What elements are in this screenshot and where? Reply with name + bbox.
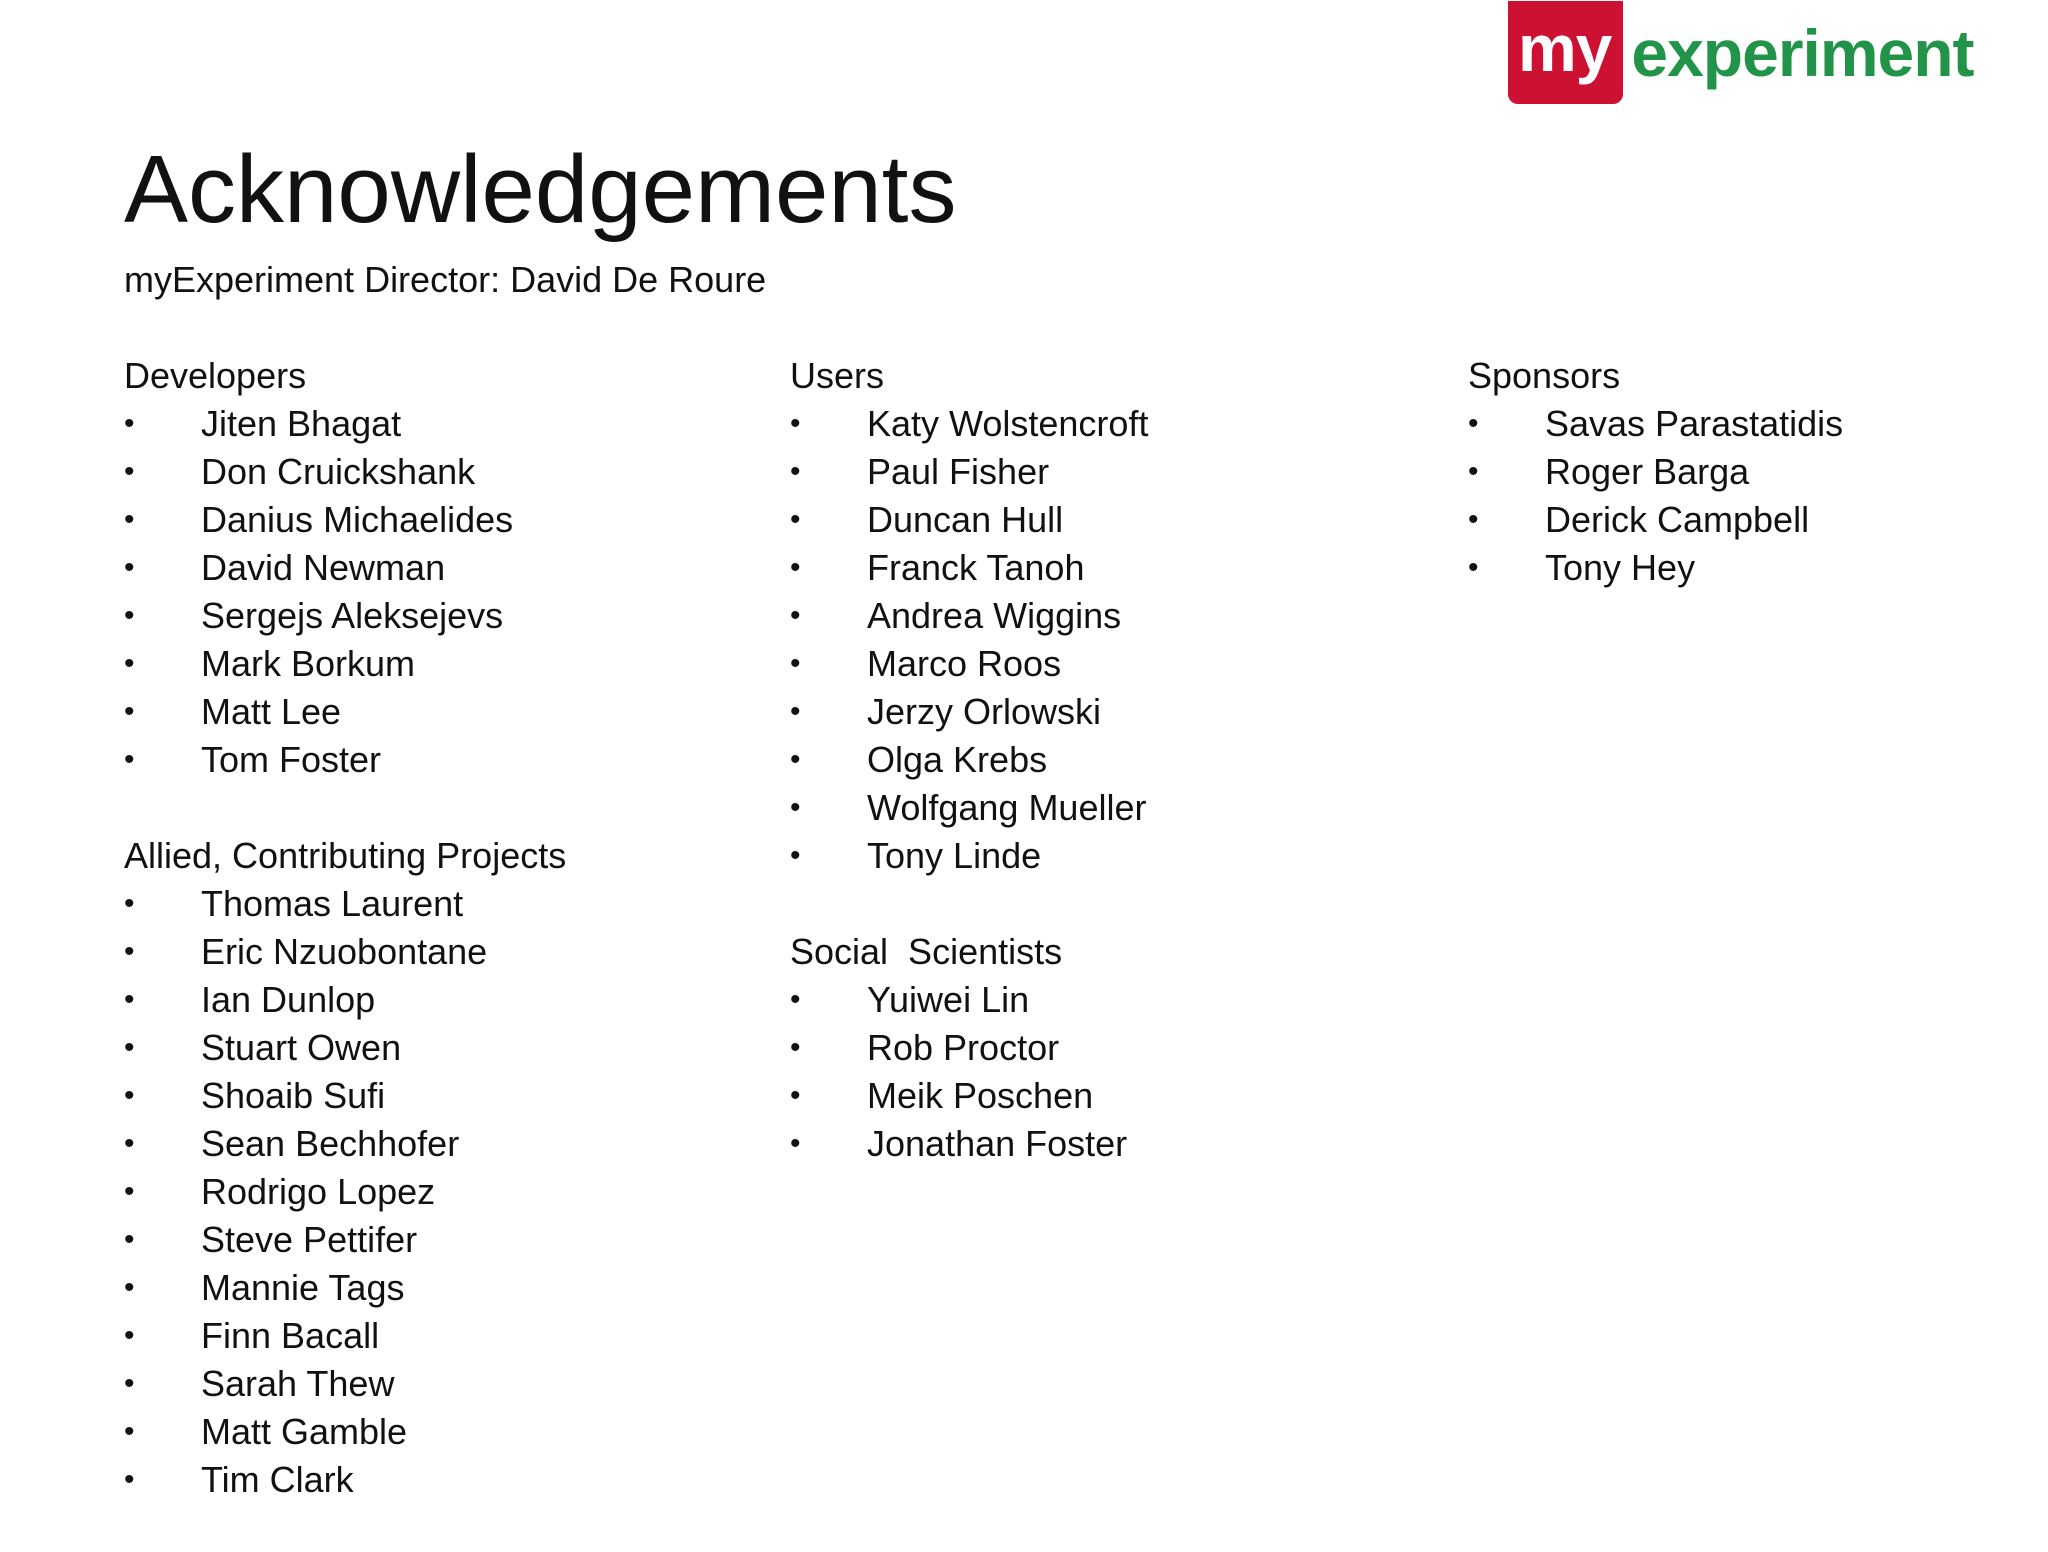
list-item	[124, 1168, 724, 1216]
list-item	[124, 976, 724, 1024]
person-name: Andrea Wiggins	[867, 595, 1122, 636]
person-name: Shoaib Sufi	[201, 1075, 386, 1116]
person-name: Matt Gamble	[201, 1411, 408, 1452]
person-name: Duncan Hull	[867, 499, 1064, 540]
column-2	[790, 352, 1390, 1216]
person-name: Jiten Bhagat	[201, 403, 402, 444]
person-name: Olga Krebs	[867, 739, 1048, 780]
section-heading: Users	[790, 355, 885, 396]
list-item	[1468, 400, 2048, 448]
person-name: Finn Bacall	[201, 1315, 380, 1356]
person-name: Yuiwei Lin	[867, 979, 1030, 1020]
person-name: Matt Lee	[201, 691, 342, 732]
person-name: Danius Michaelides	[201, 499, 514, 540]
bullet: •	[124, 1223, 135, 1256]
bullet: •	[1468, 503, 1479, 536]
list-item	[790, 688, 1390, 736]
person-name: Marco Roos	[867, 643, 1062, 684]
bullet: •	[790, 1079, 801, 1112]
list-item	[124, 736, 724, 784]
name-list	[124, 880, 724, 1504]
list-item	[790, 784, 1390, 832]
bullet: •	[124, 1079, 135, 1112]
column-3	[1468, 352, 2048, 640]
name-list	[124, 400, 724, 784]
list-item	[124, 1456, 724, 1504]
list-item	[124, 1264, 724, 1312]
person-name: Rob Proctor	[867, 1027, 1060, 1068]
bullet: •	[790, 551, 801, 584]
bullet: •	[124, 1319, 135, 1352]
logo-my: my	[1508, 1, 1623, 104]
person-name: Ian Dunlop	[201, 979, 376, 1020]
bullet: •	[124, 887, 135, 920]
list-item	[790, 592, 1390, 640]
list-item	[1468, 544, 2048, 592]
person-name: Tom Foster	[201, 739, 382, 780]
list-item	[790, 448, 1390, 496]
person-name: Stuart Owen	[201, 1027, 402, 1068]
bullet: •	[124, 455, 135, 488]
bullet: •	[124, 695, 135, 728]
myexperiment-logo	[1508, 0, 1974, 105]
bullet: •	[124, 551, 135, 584]
person-name: Mannie Tags	[201, 1267, 405, 1308]
section-allied-projects	[124, 832, 724, 1504]
logo-experiment: experiment	[1631, 15, 1974, 90]
person-name: Roger Barga	[1545, 451, 1750, 492]
list-item	[124, 640, 724, 688]
bullet: •	[124, 1175, 135, 1208]
list-item	[790, 832, 1390, 880]
bullet: •	[124, 1415, 135, 1448]
person-name: Sarah Thew	[201, 1363, 395, 1404]
list-item	[790, 736, 1390, 784]
person-name: Wolfgang Mueller	[867, 787, 1147, 828]
bullet: •	[790, 743, 801, 776]
section-heading: Allied, Contributing Projects	[124, 835, 567, 876]
list-item	[790, 400, 1390, 448]
list-item	[790, 976, 1390, 1024]
bullet: •	[790, 455, 801, 488]
list-item	[124, 1024, 724, 1072]
person-name: Tony Linde	[867, 835, 1042, 876]
list-item	[1468, 496, 2048, 544]
bullet: •	[790, 1031, 801, 1064]
bullet: •	[124, 1271, 135, 1304]
person-name: Sean Bechhofer	[201, 1123, 460, 1164]
list-item	[1468, 448, 2048, 496]
bullet: •	[790, 599, 801, 632]
person-name: Franck Tanoh	[867, 547, 1085, 588]
bullet: •	[124, 935, 135, 968]
name-list	[790, 976, 1390, 1168]
section-social-scientists	[790, 928, 1390, 1168]
bullet: •	[790, 791, 801, 824]
section-heading: Sponsors	[1468, 355, 1621, 396]
bullet: •	[1468, 407, 1479, 440]
bullet: •	[790, 503, 801, 536]
list-item	[124, 1216, 724, 1264]
list-item	[124, 448, 724, 496]
page-title: Acknowledgements	[124, 136, 957, 243]
list-item	[124, 1360, 724, 1408]
person-name: Steve Pettifer	[201, 1219, 418, 1260]
person-name: Mark Borkum	[201, 643, 416, 684]
section-developers	[124, 352, 724, 784]
person-name: Tim Clark	[201, 1459, 354, 1500]
section-sponsors	[1468, 352, 2048, 592]
bullet: •	[124, 1127, 135, 1160]
list-item	[124, 688, 724, 736]
section-heading: Social Scientists	[790, 931, 1063, 972]
list-item	[124, 400, 724, 448]
list-item	[124, 880, 724, 928]
person-name: Jerzy Orlowski	[867, 691, 1102, 732]
bullet: •	[790, 839, 801, 872]
person-name: Meik Poschen	[867, 1075, 1094, 1116]
list-item	[790, 1072, 1390, 1120]
person-name: Don Cruickshank	[201, 451, 476, 492]
director-subtitle: myExperiment Director: David De Roure	[124, 259, 767, 300]
person-name: David Newman	[201, 547, 446, 588]
person-name: Tony Hey	[1545, 547, 1696, 588]
person-name: Thomas Laurent	[201, 883, 464, 924]
column-1	[124, 352, 724, 1552]
bullet: •	[1468, 551, 1479, 584]
list-item	[790, 544, 1390, 592]
list-item	[124, 1408, 724, 1456]
bullet: •	[1468, 455, 1479, 488]
bullet: •	[790, 695, 801, 728]
person-name: Sergejs Aleksejevs	[201, 595, 504, 636]
bullet: •	[124, 407, 135, 440]
bullet: •	[124, 1463, 135, 1496]
list-item	[124, 1312, 724, 1360]
bullet: •	[124, 503, 135, 536]
person-name: Derick Campbell	[1545, 499, 1810, 540]
section-users	[790, 352, 1390, 880]
person-name: Katy Wolstencroft	[867, 403, 1149, 444]
bullet: •	[790, 407, 801, 440]
bullet: •	[124, 599, 135, 632]
bullet: •	[790, 983, 801, 1016]
bullet: •	[124, 1031, 135, 1064]
list-item	[124, 928, 724, 976]
person-name: Savas Parastatidis	[1545, 403, 1844, 444]
bullet: •	[124, 1367, 135, 1400]
name-list	[1468, 400, 2048, 592]
list-item	[790, 1024, 1390, 1072]
list-item	[790, 1120, 1390, 1168]
bullet: •	[124, 743, 135, 776]
person-name: Rodrigo Lopez	[201, 1171, 436, 1212]
list-item	[790, 496, 1390, 544]
name-list	[790, 400, 1390, 880]
list-item	[124, 1120, 724, 1168]
section-heading: Developers	[124, 355, 307, 396]
person-name: Jonathan Foster	[867, 1123, 1128, 1164]
list-item	[124, 544, 724, 592]
list-item	[124, 496, 724, 544]
person-name: Paul Fisher	[867, 451, 1050, 492]
bullet: •	[790, 1127, 801, 1160]
person-name: Eric Nzuobontane	[201, 931, 488, 972]
list-item	[124, 592, 724, 640]
list-item	[124, 1072, 724, 1120]
bullet: •	[790, 647, 801, 680]
bullet: •	[124, 983, 135, 1016]
list-item	[790, 640, 1390, 688]
bullet: •	[124, 647, 135, 680]
